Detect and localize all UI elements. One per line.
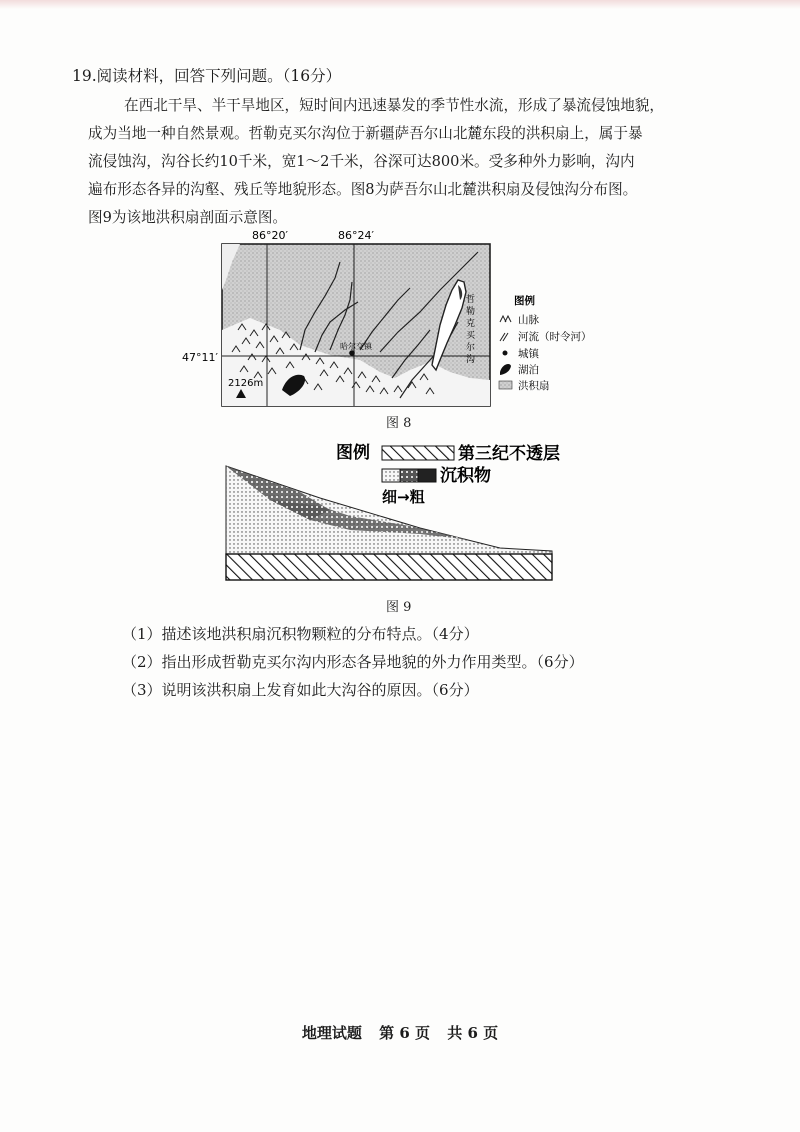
fig8-legend-item-3: 城镇 (518, 348, 539, 360)
fig9-legend-title: 图例 (336, 443, 370, 463)
gully-label-2: 勒 (466, 307, 476, 317)
fig8-legend-item-2: 河流（时令河） (518, 331, 592, 343)
fig9-legend-item-1: 第三纪不透层 (458, 444, 560, 464)
legend-fan-icon (499, 381, 512, 389)
lon-label-1: 86°20′ (252, 229, 288, 242)
elevation-label: 2126m (228, 378, 264, 389)
legend-town-icon (503, 351, 508, 356)
gully-label-1: 哲 (466, 295, 476, 305)
legend-sediment-swatch (382, 469, 400, 482)
material-line-2: 成为当地一种自然景观。哲勒克买尔沟位于新疆萨吾尔山北麓东段的洪积扇上，属于暴 (88, 125, 643, 142)
fig8-legend-item-4: 湖泊 (518, 364, 539, 376)
sub-question-3: （3）说明该洪积扇上发育如此大沟谷的原因。（6分） (122, 681, 479, 699)
impermeable-layer (226, 554, 552, 580)
question-title: 19.阅读材料，回答下列问题。（16分） (72, 67, 342, 85)
fig8-legend-item-5: 洪积扇 (518, 380, 550, 392)
town-label: 哈尔交镇 (340, 342, 372, 351)
footer-subject: 地理试题 (301, 1024, 362, 1042)
legend-lake-icon (500, 364, 511, 375)
figure9-caption: 图 9 (386, 600, 412, 615)
gully-label-6: 沟 (466, 355, 476, 365)
figure9-profile (0, 430, 800, 590)
legend-impermeable-swatch (382, 446, 454, 460)
footer-page: 第 6 页 (379, 1024, 430, 1042)
fig9-grain-label: 细→粗 (382, 488, 425, 506)
sub-question-1: （1）描述该地洪积扇沉积物颗粒的分布特点。（4分） (122, 625, 479, 643)
gully-label-5: 尔 (466, 343, 476, 353)
sub-question-2: （2）指出形成哲勒克买尔沟内形态各异地貌的外力作用类型。（6分） (122, 653, 584, 671)
material-line-5: 图9为该地洪积扇剖面示意图。 (88, 209, 288, 226)
fig8-legend-title: 图例 (514, 295, 535, 307)
gully-label-4: 买 (466, 331, 476, 341)
lon-label-2: 86°24′ (338, 229, 374, 242)
material-line-4: 遍布形态各异的沟壑、残丘等地貌形态。图8为萨吾尔山北麓洪积扇及侵蚀沟分布图。 (88, 181, 638, 198)
figure8-map (0, 0, 800, 440)
lat-label: 47°11′ (182, 351, 218, 364)
footer-total: 共 6 页 (447, 1024, 499, 1042)
fig8-legend-item-1: 山脉 (518, 314, 539, 326)
gully-label-3: 克 (466, 319, 476, 329)
figure8-caption: 图 8 (386, 416, 412, 431)
legend-mountain-icon (500, 316, 511, 322)
town-dot (349, 350, 355, 356)
material-line-3: 流侵蚀沟，沟谷长约10千米，宽1～2千米，谷深可达800米。受多种外力影响，沟内 (88, 153, 635, 170)
legend-river-icon (500, 333, 508, 341)
fig9-legend-item-2: 沉积物 (440, 466, 491, 486)
page-footer (0, 1022, 800, 1043)
material-line-1: 在西北干旱、半干旱地区，短时间内迅速暴发的季节性水流，形成了暴流侵蚀地貌， (124, 97, 664, 114)
